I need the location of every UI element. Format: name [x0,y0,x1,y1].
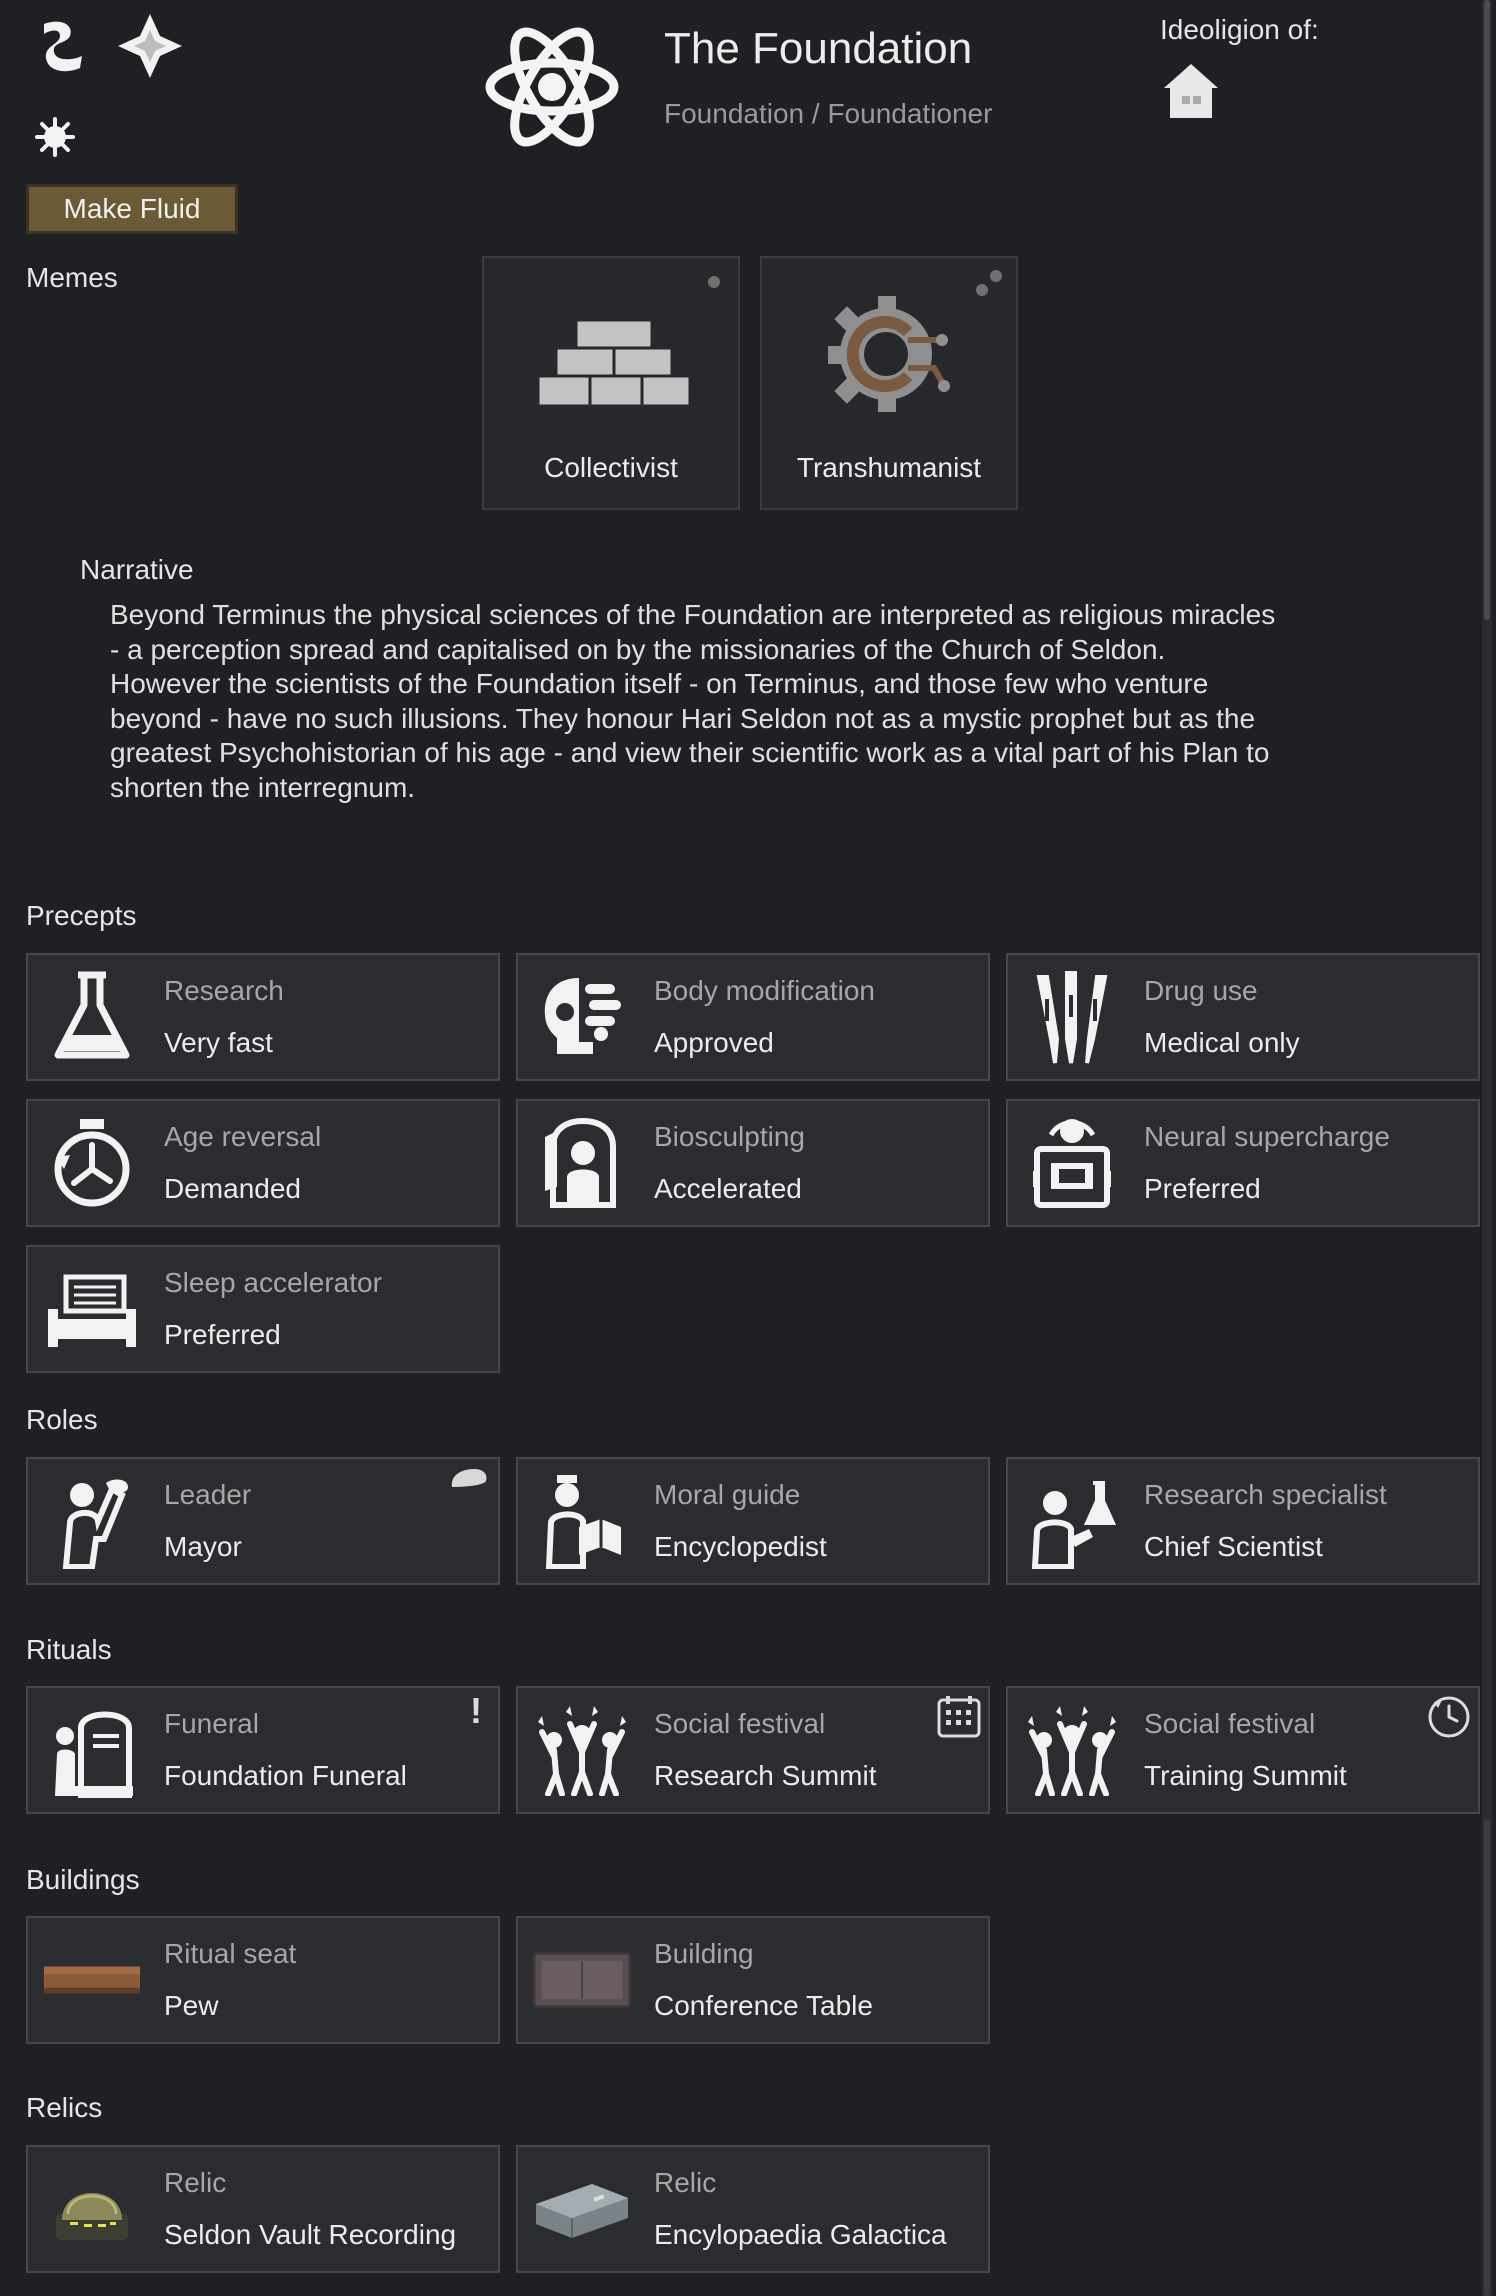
ritual-alert-badge: ! [470,1690,482,1731]
ideoligion-of-label: Ideoligion of: [1160,14,1319,45]
ritual-value: Training Summit [1144,1760,1347,1791]
role-research-specialist[interactable] [1006,1457,1480,1585]
meme-label: Collectivist [544,452,678,483]
precept-value: Preferred [164,1319,281,1350]
role-category: Research specialist [1144,1479,1387,1510]
neural-machine-icon [1022,1113,1122,1213]
relic-category: Relic [164,2167,227,2198]
bricks-icon [534,310,694,420]
ritual-category: Social festival [654,1708,826,1739]
building-category: Ritual seat [164,1938,297,1969]
role-value: Chief Scientist [1144,1531,1323,1562]
make-fluid-button[interactable]: Make Fluid [26,184,238,234]
precept-sleep-accelerator[interactable] [26,1245,500,1373]
leader-icon [42,1471,142,1571]
cyborg-skull-icon [532,967,632,1067]
precept-body-modification[interactable] [516,953,990,1081]
table-icon [532,1930,632,2030]
roles-label: Roles [26,1404,98,1435]
relic-category: Relic [654,2167,717,2198]
precept-value: Demanded [164,1173,301,1204]
precept-category: Biosculpting [654,1121,805,1152]
building-value: Pew [164,1990,219,2021]
precept-research[interactable] [26,953,500,1081]
building-conference-table[interactable] [516,1916,990,2044]
ritual-category: Funeral [164,1708,259,1739]
ritual-category: Social festival [1144,1708,1316,1739]
ideoligion-title: The Foundation [664,24,973,73]
precepts-label: Precepts [26,900,137,931]
building-value: Conference Table [654,1990,873,2021]
meme-indicator-dot [708,276,720,288]
meme-label: Transhumanist [796,452,982,483]
relic-encylopaedia-galactica[interactable] [516,2145,990,2273]
syringes-icon [1022,967,1122,1067]
festival-icon [532,1700,632,1800]
relic-seldon-vault-recording[interactable] [26,2145,500,2273]
ritual-social-festival-training[interactable] [1006,1686,1480,1814]
precept-category: Neural supercharge [1144,1121,1390,1152]
relic-value: Encylopaedia Galactica [654,2219,947,2250]
meme-indicator-dot [976,284,988,296]
stopwatch-icon [42,1113,142,1213]
precept-neural-supercharge[interactable] [1006,1099,1480,1227]
narrative-label: Narrative [80,554,194,585]
meme-card-transhumanist[interactable] [760,256,1018,510]
pew-icon [42,1930,142,2030]
meme-indicator-dot [990,270,1002,282]
precept-category: Age reversal [164,1121,322,1152]
role-leader[interactable] [26,1457,500,1585]
moral-guide-icon [532,1471,632,1571]
meme-card-collectivist[interactable] [482,256,740,510]
building-category: Building [654,1938,754,1969]
precept-value: Approved [654,1027,774,1058]
ritual-value: Research Summit [654,1760,877,1791]
precept-biosculpting[interactable] [516,1099,990,1227]
relics-label: Relics [26,2092,103,2123]
precept-category: Sleep accelerator [164,1267,382,1298]
clock-icon [1426,1694,1472,1745]
splat-icon[interactable] [34,116,76,158]
bed-icon [42,1259,142,1359]
role-badge-icon [448,1465,490,1496]
scroll-icon[interactable] [30,14,94,78]
calendar-icon [936,1694,982,1745]
buildings-label: Buildings [26,1864,140,1895]
role-category: Moral guide [654,1479,801,1510]
rituals-label: Rituals [26,1634,112,1665]
building-ritual-seat[interactable] [26,1916,500,2044]
dome-relic-icon [42,2159,142,2259]
scrollbar-thumb[interactable] [1484,0,1490,620]
memes-label: Memes [26,262,118,293]
relic-value: Seldon Vault Recording [164,2219,457,2250]
scientist-icon [1022,1471,1122,1571]
ritual-social-festival-research[interactable] [516,1686,990,1814]
role-category: Leader [164,1479,252,1510]
narrative-text: Beyond Terminus the physical sciences of the Foundation are interpreted as religious miracles - a perception spread and capitalised on by the missionaries of the Church of Seldon. However the scientists of the Foundation itself - on Terminus, and those few who venture beyond - have no such illusions. They honour Hari Seldon not as a mystic prophet but as the greatest Psychohistorian of his age - and view their scientific work as a vital part of his Plan to shorten the interregnum. [110,599,1276,803]
biosculpter-pod-icon [532,1113,632,1213]
flask-icon [42,967,142,1067]
scrollbar-lower [1484,1820,1490,2296]
precept-age-reversal[interactable] [26,1099,500,1227]
precept-category: Research [164,975,284,1006]
diamond-star-icon[interactable] [116,12,184,80]
festival-icon [1022,1700,1122,1800]
role-value: Encyclopedist [654,1531,827,1562]
ritual-value: Foundation Funeral [164,1760,407,1791]
precept-category: Drug use [1144,975,1258,1006]
atom-icon[interactable] [482,22,622,152]
precept-value: Preferred [1144,1173,1261,1204]
precept-value: Very fast [164,1027,273,1058]
case-relic-icon [532,2159,632,2259]
gear-circuit-icon [816,282,966,432]
house-icon[interactable] [1160,60,1222,122]
precept-value: Medical only [1144,1027,1300,1058]
precept-drug-use[interactable] [1006,953,1480,1081]
ideoligion-subtitle: Foundation / Foundationer [664,98,993,129]
precept-category: Body modification [654,975,876,1006]
role-moral-guide[interactable] [516,1457,990,1585]
ritual-funeral[interactable] [26,1686,500,1814]
precept-value: Accelerated [654,1173,802,1204]
role-value: Mayor [164,1531,242,1562]
funeral-icon [42,1700,142,1800]
